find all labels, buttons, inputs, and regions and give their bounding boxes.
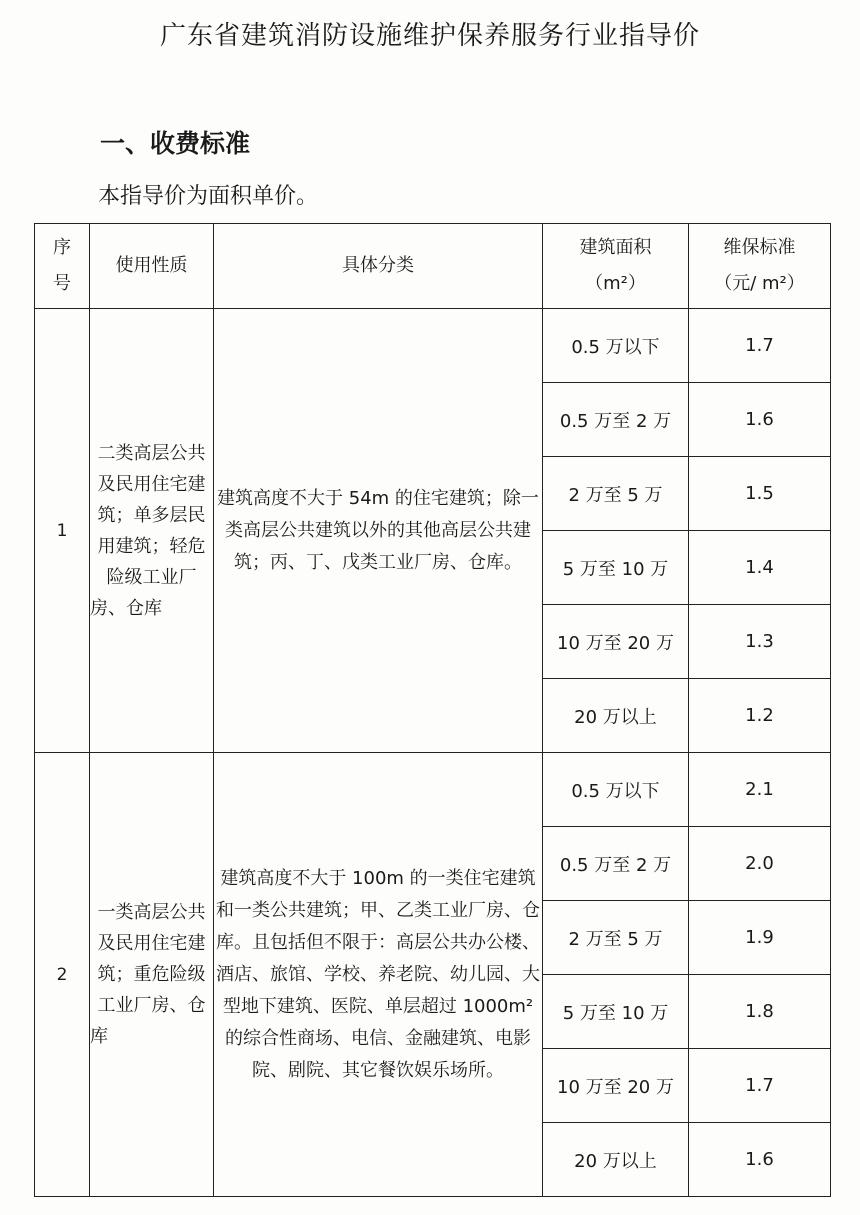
building-area-cell: 0.5 万至 2 万 <box>543 827 689 901</box>
building-area-cell: 0.5 万以下 <box>543 309 689 383</box>
maintenance-price-cell: 1.8 <box>689 975 831 1049</box>
specific-category-cell: 建筑高度不大于 54m 的住宅建筑；除一类高层公共建筑以外的其他高层公共建筑；丙、丁、戊类工业厂房、仓库。 <box>214 309 543 753</box>
building-area-cell: 2 万至 5 万 <box>543 457 689 531</box>
table-header-row <box>35 224 831 309</box>
serial-number-cell: 1 <box>35 309 90 753</box>
usage-type-cell: 一类高层公共及民用住宅建筑；重危险级工业厂房、仓库 <box>90 753 214 1197</box>
intro-text: 本指导价为面积单价。 <box>98 184 319 209</box>
maintenance-price-cell: 1.6 <box>689 1123 831 1197</box>
maintenance-price-cell: 1.4 <box>689 531 831 605</box>
maintenance-price-cell: 1.5 <box>689 457 831 531</box>
header-maintenance-price: 维保标准 （元/ m²） <box>689 224 831 309</box>
building-area-cell: 2 万至 5 万 <box>543 901 689 975</box>
usage-type-cell: 二类高层公共及民用住宅建筑；单多层民用建筑；轻危险级工业厂房、仓库 <box>90 309 214 753</box>
maintenance-price-cell: 1.9 <box>689 901 831 975</box>
section-heading: 一、收费标准 <box>100 129 251 158</box>
maintenance-price-cell: 2.1 <box>689 753 831 827</box>
building-area-cell: 5 万至 10 万 <box>543 531 689 605</box>
specific-category-cell: 建筑高度不大于 100m 的一类住宅建筑和一类公共建筑；甲、乙类工业厂房、仓库。且包括但不限于：高层公共办公楼、酒店、旅馆、学校、养老院、幼儿园、大型地下建筑、医院、单层超过 1000m² 的综合性商场、电信、金融建筑、电影院、剧院、其它餐饮娱乐场所。 <box>214 753 543 1197</box>
header-building-area: 建筑面积 （m²） <box>543 224 689 309</box>
fee-standard-table <box>34 223 831 1197</box>
maintenance-price-cell: 1.7 <box>689 309 831 383</box>
header-specific-category: 具体分类 <box>214 224 543 309</box>
maintenance-price-cell: 2.0 <box>689 827 831 901</box>
building-area-cell: 10 万至 20 万 <box>543 605 689 679</box>
maintenance-price-cell: 1.3 <box>689 605 831 679</box>
header-usage-type: 使用性质 <box>90 224 214 309</box>
building-area-cell: 20 万以上 <box>543 1123 689 1197</box>
building-area-cell: 0.5 万至 2 万 <box>543 383 689 457</box>
document-title: 广东省建筑消防设施维护保养服务行业指导价 <box>159 21 700 51</box>
maintenance-price-cell: 1.7 <box>689 1049 831 1123</box>
building-area-cell: 0.5 万以下 <box>543 753 689 827</box>
serial-number-cell: 2 <box>35 753 90 1197</box>
header-serial-number: 序 号 <box>35 224 90 309</box>
maintenance-price-cell: 1.6 <box>689 383 831 457</box>
building-area-cell: 10 万至 20 万 <box>543 1049 689 1123</box>
building-area-cell: 20 万以上 <box>543 679 689 753</box>
table-row <box>35 309 831 383</box>
table-body <box>35 309 831 1197</box>
building-area-cell: 5 万至 10 万 <box>543 975 689 1049</box>
maintenance-price-cell: 1.2 <box>689 679 831 753</box>
table-row <box>35 753 831 827</box>
